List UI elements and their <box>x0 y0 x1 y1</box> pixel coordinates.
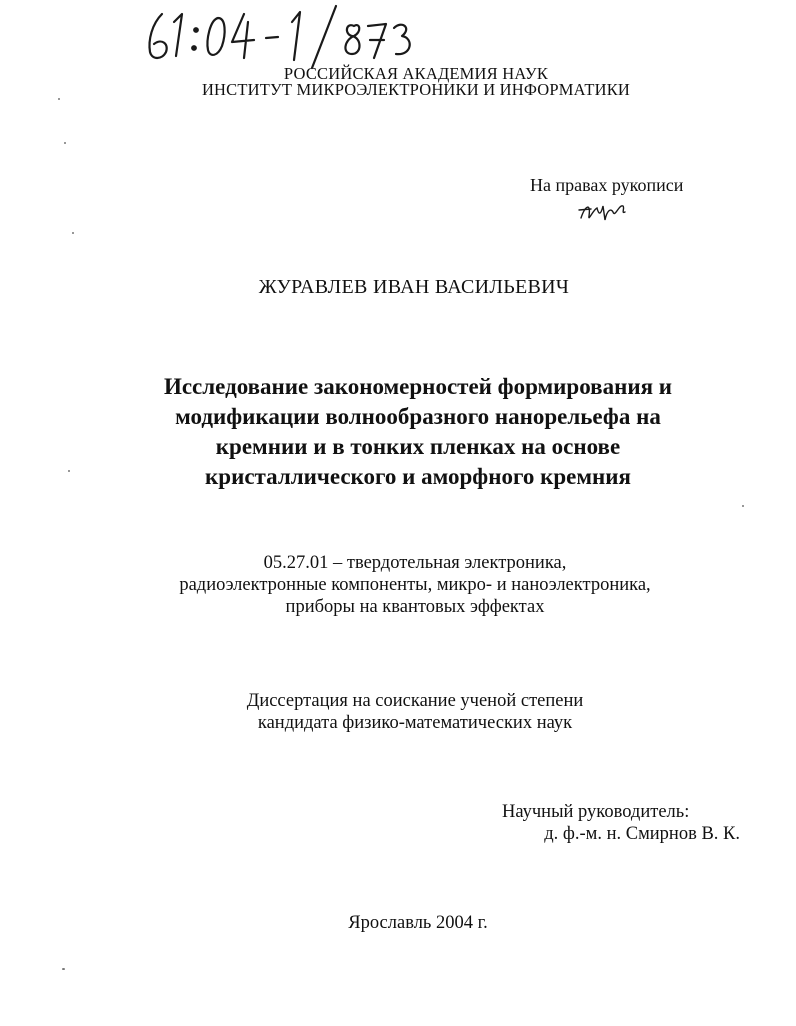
academy-name: РОССИЙСКАЯ АКАДЕМИЯ НАУК <box>283 64 549 83</box>
scan-speck <box>72 232 74 234</box>
scan-speck <box>58 98 60 100</box>
specialty-line: радиоэлектронные компоненты, микро- и наноэлектроника, <box>179 575 651 595</box>
scientific-supervisor <box>480 801 740 845</box>
manuscript-rights-note: На правах рукописи <box>530 175 684 195</box>
scan-speck <box>742 505 744 507</box>
institute-name: ИНСТИТУТ МИКРОЭЛЕКТРОНИКИ И ИНФОРМАТИКИ <box>201 80 631 99</box>
specialty-line: 05.27.01 – твердотельная электроника, <box>263 553 567 573</box>
specialty-code <box>130 552 700 618</box>
supervisor-label: Научный руководитель: <box>502 802 690 822</box>
handwritten-catalog-number <box>140 0 440 72</box>
title-line: модификации волнообразного нанорельефа на <box>175 404 661 429</box>
author-name: ЖУРАВЛЕВ ИВАН ВАСИЛЬЕВИЧ <box>258 276 570 298</box>
signature <box>575 196 635 226</box>
scan-speck <box>64 142 66 144</box>
scan-speck <box>62 968 65 970</box>
city-year: Ярославль 2004 г. <box>348 913 488 933</box>
specialty-line: приборы на квантовых эффектах <box>285 597 545 617</box>
supervisor-name: д. ф.-м. н. Смирнов В. К. <box>544 824 740 844</box>
scan-speck <box>68 470 70 472</box>
degree-statement <box>170 690 660 734</box>
title-line: Исследование закономерностей формирования и <box>163 374 673 399</box>
title-line: кремнии и в тонких пленках на основе <box>215 434 621 459</box>
dissertation-title <box>100 372 736 492</box>
degree-line: кандидата физико-математических наук <box>257 713 573 733</box>
title-line: кристаллического и аморфного кремния <box>205 464 631 489</box>
degree-line: Диссертация на соискание ученой степени <box>246 691 584 711</box>
